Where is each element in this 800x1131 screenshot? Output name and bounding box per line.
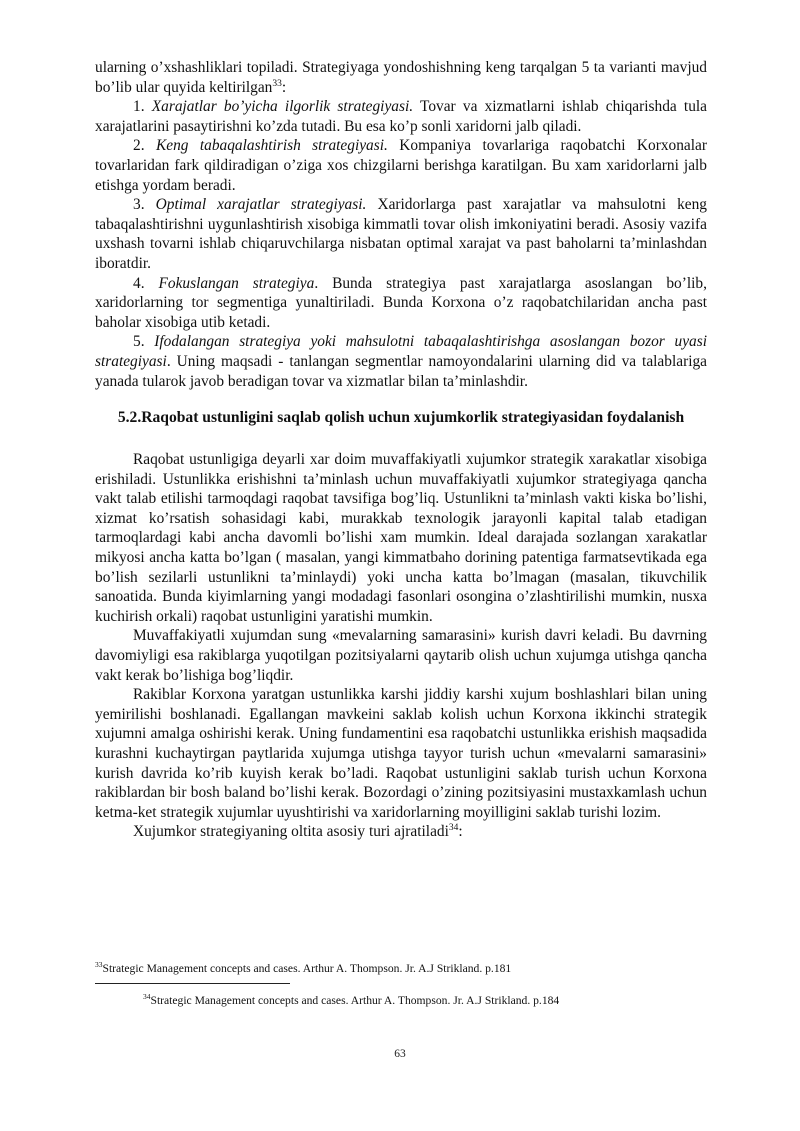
list-item-title: Xarajatlar bo’yicha ilgorlik strategiyasi.: [151, 98, 414, 116]
footnote-ref[interactable]: 33: [272, 78, 282, 89]
footnote-divider: [95, 983, 290, 984]
footnote-ref[interactable]: 34: [448, 823, 459, 834]
intro-paragraph: ularning o’xshashliklari topiladi. Strategiyaga yondoshishning keng tarqalgan 5 ta varianti mavjud bo’lib ular quyida keltirilgan$^{33}$:: [95, 59, 707, 96]
list-item-title: Ifodalangan strategiya yoki mahsulotni tabaqalashtirishga asoslangan bozor uyasi strategiyasi: [95, 333, 707, 370]
list-item: 1. Xarajatlar bo’yicha ilgorlik strategiyasi. Tovar va xizmatlarni ishlab chiqarishda tula xarajatlarini pasaytirishni ko’zda tutadi. Bu esa ko’p sonli xaridorni jalb qiladi.: [95, 98, 707, 135]
body-paragraph: Muvaffakiyatli xujumdan sung «mevalarning samarasini» kurish davri keladi. Bu davrning davomiyligi esa rakiblarga yuqotilgan pozitsiyalarni qaytarib olish uchun xujumga utishga qancha vakt kerak bo’lishiga bog’liqdir.: [95, 627, 707, 684]
list-item-title: Fokuslangan strategiya: [158, 274, 315, 292]
footnote: $^{34}$Strategic Management concepts and cases. Arthur A. Thompson. Jr. A.J Strikland. p.184: [143, 992, 560, 1007]
footnotes: [95, 962, 707, 1007]
closing-paragraph: Xujumkor strategiyaning oltita asosiy turi ajratiladi$^{34}$:: [133, 823, 463, 841]
section-heading: 5.2.Raqobat ustunligini saqlab qolish uchun xujumkorlik strategiyasidan foydalanish: [117, 409, 685, 427]
list-item: 4. Fokuslangan strategiya. Bunda strategiya past xarajatlarga asoslangan bo’lib, xaridorlarning tor segmentiga yunaltiriladi. Bunda Korxona o’z raqobatchilaridan ancha past baholar xisobiga utib ketadi.: [95, 274, 707, 331]
body-paragraph: Raqobat ustunligiga deyarli xar doim muvaffakiyatli xujumkor strategik xarakatlar xisobiga erishiladi. Ustunlikka erishishni ta’minlash uchun muvaffakiyatli xujumkor strategiyaga qancha vakt talab etilishi tarmoqdagi raqobat tavsifiga bog’liq. Ustunlikni ta’minlash vakti kiska bo’lishi, xizmat ko’rsatish sohasidagi kabi, murakkab texnologik jarayonli kapital talab etadigan tarmoqlardagi kabi ancha davomli bo’lishi xam mumkin. Ideal darajada sozlangan xarakatlar mikyosi ancha katta bo’lgan ( masalan, yangi kimmatbaho dorining patentiga farmatsevtikada ega bo’lish sezilarli ustunlikni ta’minlaydi) yoki uncha katta bo’lmagan (masalan, tikuvchilik sanoatida. Bunda kiyimlarning yangi modadagi fasonlari osongina o’zlashtirilishi mumkin, nusxa kuchirish orkali) raqobat ustunligini yaratishi mumkin.: [95, 451, 707, 625]
list-item-title: Optimal xarajatlar strategiyasi.: [155, 196, 367, 214]
list-item: 3. Optimal xarajatlar strategiyasi. Xaridorlarga past xarajatlar va mahsulotni keng tabaqalashtirishni uygunlashtirish xisobiga kimmatli tovar olish imkoniyatini beradi. Asosiy vazifa uxshash tovarni ishlab chiqaruvchilarga nisbatan optimal xarajat va past baholarni ta’minlashdan iboratdir.: [95, 196, 707, 272]
list-item: 2. Keng tabaqalashtirish strategiyasi. Kompaniya tovarlariga raqobatchi Korxonalar tovarlaridan fark qildiradigan o’ziga xos chizgilarni berishga karatilgan. Bu xam xaridorlarni jalb etishga yordam beradi.: [95, 137, 707, 194]
body-paragraph: Rakiblar Korxona yaratgan ustunlikka karshi jiddiy karshi xujum boshlashlari bilan uning yemirilishi boshlanadi. Egallangan mavkeini saklab kolish uchun Korxona ikkinchi strategik xujumni amalga oshirishi kerak. Uning fundamentini esa raqobatchi ustunlikka erishish maqsadida kurashni kuchaytirgan paytlarida xujumga utishga tayyor turish uchun «mevalarni samarasini» kurish davrida ko’rib kuyish kerak bo’ladi. Raqobat ustunligini saklab turish uchun Korxona rakiblardan bir bosh baland bo’lishi kerak. Bozordagi o’zining pozitsiyasini mustaxkamlash uchun ketma-ket strategik xujumlar uyushtirishi va xaridorlarning moyilligini saklab turishi lozim.: [95, 686, 707, 821]
footnote: $^{33}$Strategic Management concepts and cases. Arthur A. Thompson. Jr. A.J Strikland. p.181: [95, 960, 512, 975]
page-number: 63: [394, 1048, 406, 1060]
list-item-title: Keng tabaqalashtirish strategiyasi.: [155, 137, 388, 155]
document-body: [95, 58, 707, 842]
list-item: 5. Ifodalangan strategiya yoki mahsulotni tabaqalashtirishga asoslangan bozor uyasi strategiyasi. Uning maqsadi - tanlangan segmentlar namoyondalarini ularning did va talablariga yanada tularok javob beradigan tovar va xizmatlar bilan ta’minlashdir.: [95, 333, 707, 390]
